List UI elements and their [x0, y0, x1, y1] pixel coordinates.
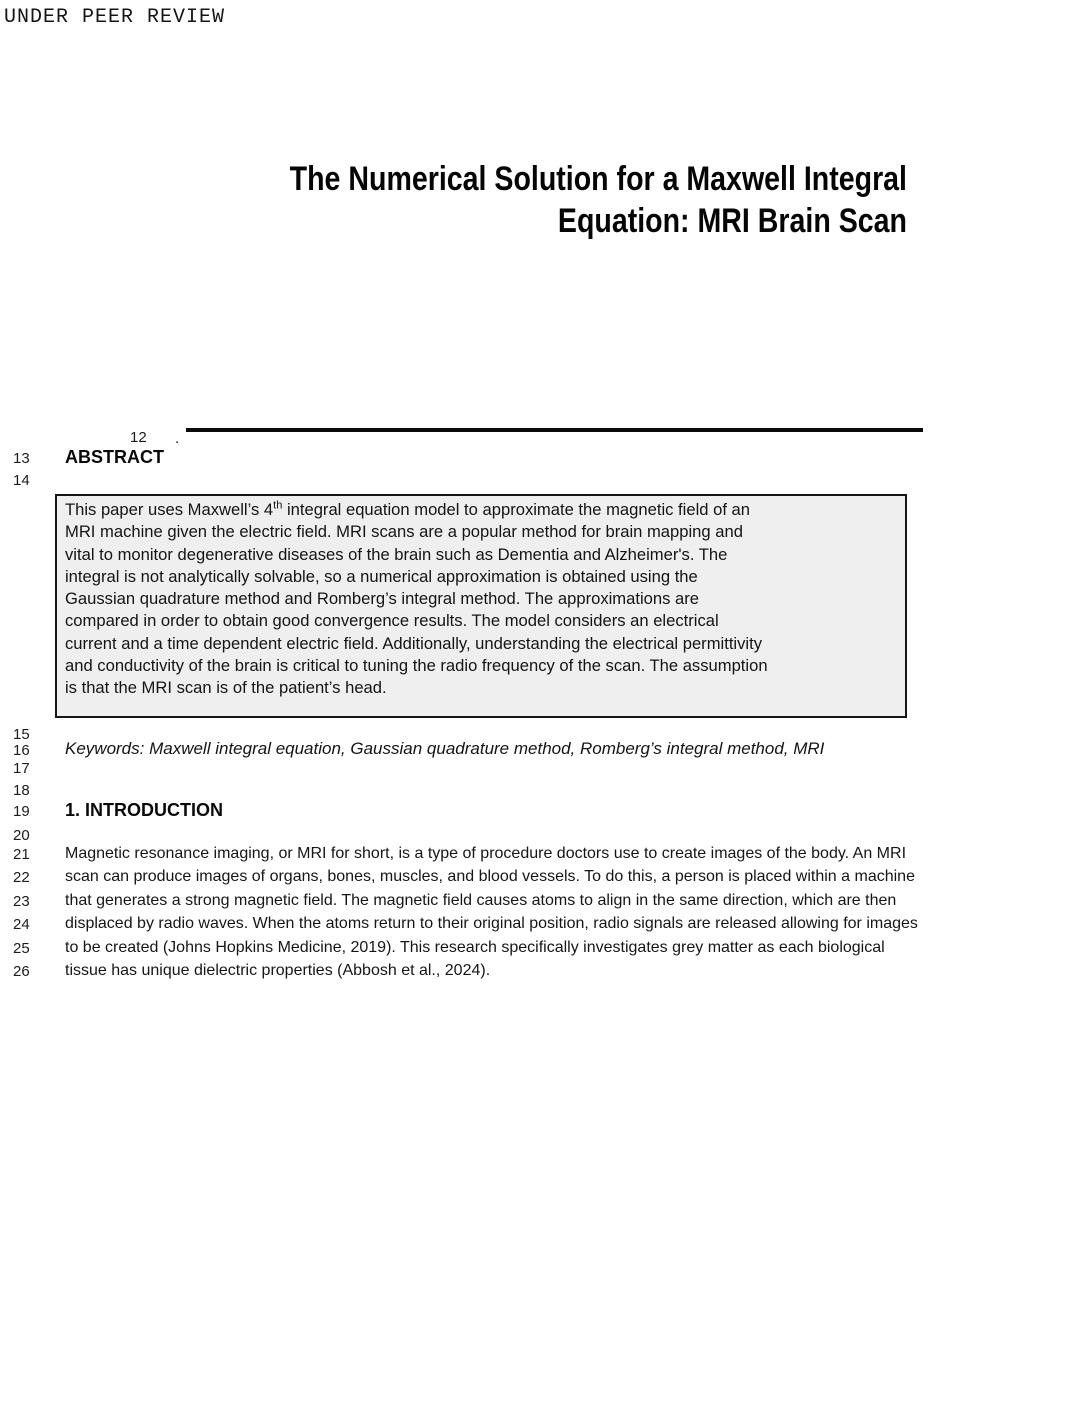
- line-number-23: 23: [13, 893, 30, 910]
- abstract-box: [55, 494, 907, 718]
- abstract-line1-post: integral equation model to approximate the magnetic field of an: [282, 500, 751, 519]
- line-number-16: 16: [13, 742, 30, 759]
- abstract-line1-superscript: th: [273, 499, 283, 512]
- line-number-13: 13: [13, 450, 30, 467]
- introduction-text-line: displaced by radio waves. When the atoms return to their original position, radio signals are released allowing for images: [65, 915, 918, 932]
- abstract-text-line: is that the MRI scan is of the patient’s head.: [65, 678, 387, 698]
- introduction-text-line: scan can produce images of organs, bones, muscles, and blood vessels. To do this, a person is placed within a machine: [65, 868, 915, 885]
- abstract-text-line: MRI machine given the electric field. MRI scans are a popular method for brain mapping and: [65, 522, 743, 542]
- introduction-text-line: that generates a strong magnetic field. The magnetic field causes atoms to align in the same direction, which are then: [65, 892, 897, 909]
- abstract-text-line: [65, 499, 897, 521]
- keywords-line: Keywords: Maxwell integral equation, Gaussian quadrature method, Romberg’s integral method, MRI: [65, 739, 825, 758]
- section-divider-rule: [186, 428, 923, 432]
- abstract-text-line: current and a time dependent electric field. Additionally, understanding the electrical permittivity: [65, 633, 763, 653]
- abstract-heading: ABSTRACT: [65, 447, 164, 467]
- line-number-25: 25: [13, 940, 30, 957]
- paper-title: [145, 158, 907, 242]
- rule-caption-dot: .: [175, 430, 180, 447]
- line-number-26: 26: [13, 963, 30, 980]
- abstract-text-line: compared in order to obtain good convergence results. The model considers an electrical: [65, 611, 719, 631]
- introduction-text-line: Magnetic resonance imaging, or MRI for short, is a type of procedure doctors use to create images of the body. An MRI: [65, 845, 907, 862]
- abstract-text-line: integral is not analytically solvable, so a numerical approximation is obtained using the: [65, 566, 698, 586]
- abstract-line1-pre: This paper uses Maxwell’s 4: [65, 500, 274, 519]
- paper-title-line-2: Equation: MRI Brain Scan: [557, 202, 907, 240]
- line-number-12: 12: [130, 429, 147, 446]
- peer-review-watermark: UNDER PEER REVIEW: [4, 6, 226, 29]
- line-number-14: 14: [13, 472, 30, 489]
- line-number-22: 22: [13, 869, 30, 886]
- line-number-20: 20: [13, 827, 30, 844]
- introduction-text-line: to be created (Johns Hopkins Medicine, 2019). This research specifically investigates grey matter as each biological: [65, 939, 885, 956]
- line-number-19: 19: [13, 803, 30, 820]
- abstract-text-line: Gaussian quadrature method and Romberg’s integral method. The approximations are: [65, 589, 700, 609]
- abstract-text-line: and conductivity of the brain is critical to tuning the radio frequency of the scan. The assumption: [65, 656, 768, 676]
- line-number-18: 18: [13, 782, 30, 799]
- line-number-17: 17: [13, 760, 30, 777]
- introduction-text-line: tissue has unique dielectric properties (Abbosh et al., 2024).: [65, 962, 491, 979]
- paper-title-line-1: The Numerical Solution for a Maxwell Integral: [289, 160, 907, 198]
- line-number-21: 21: [13, 846, 30, 863]
- abstract-text-line: vital to monitor degenerative diseases of the brain such as Dementia and Alzheimer's. The: [65, 544, 728, 564]
- line-number-15: 15: [13, 726, 30, 743]
- introduction-heading: 1. INTRODUCTION: [65, 800, 224, 820]
- line-number-24: 24: [13, 916, 30, 933]
